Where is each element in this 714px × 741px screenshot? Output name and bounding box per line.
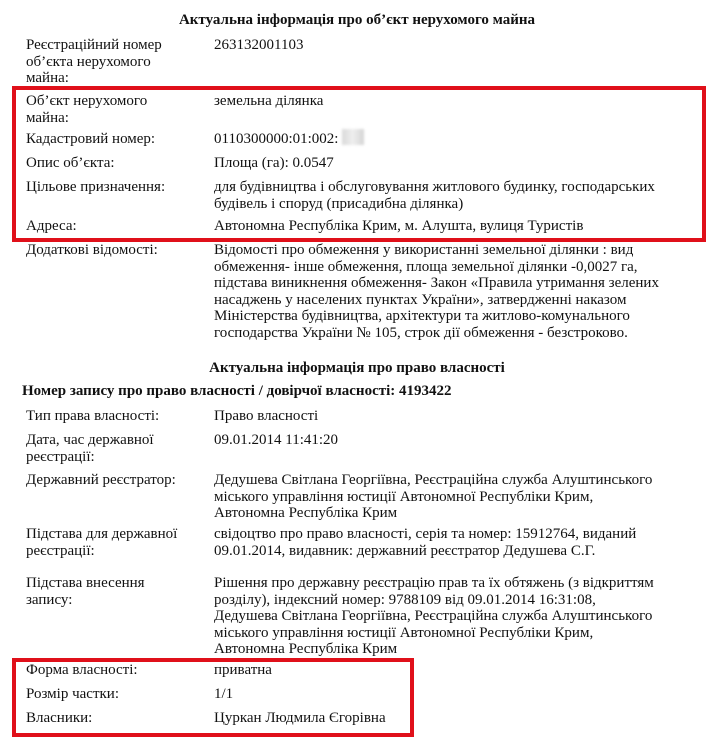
object-type-value: земельна ділянка xyxy=(214,93,324,109)
ownership-form-value: приватна xyxy=(214,662,272,678)
object-type-label: Об’єкт нерухомого майна: xyxy=(26,93,148,126)
owners-value: Цуркан Людмила Єгорівна xyxy=(214,710,386,726)
registration-basis-value: свідоцтво про право власності, серія та номер: 15912764, виданий 09.01.2014, видавник: державний реєстратор Дедушева С.Г. xyxy=(214,526,637,559)
additional-info-value: Відомості про обмеження у використанні земельної ділянки : вид обмеження- інше обмеження, площа земельної ділянки -0,0027 га, підстава виникнення обмеження- Закон «Правила утримання зелених насаджень у населених пунктах України», затвердженні наказом Міністерства будівництва, архітектури та житлово-комунального господарства України № 105, строк дії обмеження - безстроково. xyxy=(214,242,659,341)
purpose-label: Цільове призначення: xyxy=(26,179,166,195)
ownership-type-value: Право власності xyxy=(214,408,319,424)
registration-number-value: 263132001103 xyxy=(214,37,304,53)
entry-basis-value: Рішення про державну реєстрацію прав та їх обтяжень (з відкриттям розділу), індексний номер: 9788109 від 09.01.2014 16:31:08, Дедушева Світлана Георгіївна, Реєстраційна служба Алуштинського міського управління юстиції Автономної Республіки Крим, Автономна Республіка Крим xyxy=(214,575,654,657)
object-description-value: Площа (га): 0.0547 xyxy=(214,155,334,171)
share-size-label: Розмір частки: xyxy=(26,686,119,702)
additional-info-label: Додаткові відомості: xyxy=(26,242,158,258)
share-size-value: 1/1 xyxy=(214,686,234,702)
registration-number-label: Реєстраційний номер об’єкта нерухомого майна: xyxy=(26,37,162,86)
ownership-type-label: Тип права власності: xyxy=(26,408,160,424)
cadastral-number-value: 0110300000:01:002: xyxy=(214,131,339,147)
ownership-form-label: Форма власності: xyxy=(26,662,138,678)
registrar-value: Дедушева Світлана Георгіївна, Реєстраційна служба Алуштинського міського управління юстиції Автономної Республіки Крим, Автономна Республіка Крим xyxy=(214,472,653,521)
purpose-value: для будівництва і обслуговування житлового будинку, господарських будівель і споруд (присадибна ділянка) xyxy=(214,179,655,212)
redacted-digits-blur xyxy=(342,129,364,145)
object-section-heading: Актуальна інформація про об’єкт нерухомого майна xyxy=(178,12,536,28)
registration-datetime-value: 09.01.2014 11:41:20 xyxy=(214,432,339,448)
registrar-label: Державний реєстратор: xyxy=(26,472,176,488)
registration-basis-label: Підстава для державної реєстрації: xyxy=(26,526,178,559)
ownership-section-heading: Актуальна інформація про право власності xyxy=(209,360,505,376)
address-value: Автономна Республіка Крим, м. Алушта, вулиця Туристів xyxy=(214,218,584,234)
entry-basis-label: Підстава внесення запису: xyxy=(26,575,145,608)
address-label: Адреса: xyxy=(26,218,77,234)
owners-label: Власники: xyxy=(26,710,93,726)
cadastral-number-label: Кадастровий номер: xyxy=(26,131,156,147)
registration-datetime-label: Дата, час державної реєстрації: xyxy=(26,432,154,465)
ownership-record-number: Номер запису про право власності / довірчої власності: 4193422 xyxy=(22,383,452,399)
object-description-label: Опис об’єкта: xyxy=(26,155,115,171)
